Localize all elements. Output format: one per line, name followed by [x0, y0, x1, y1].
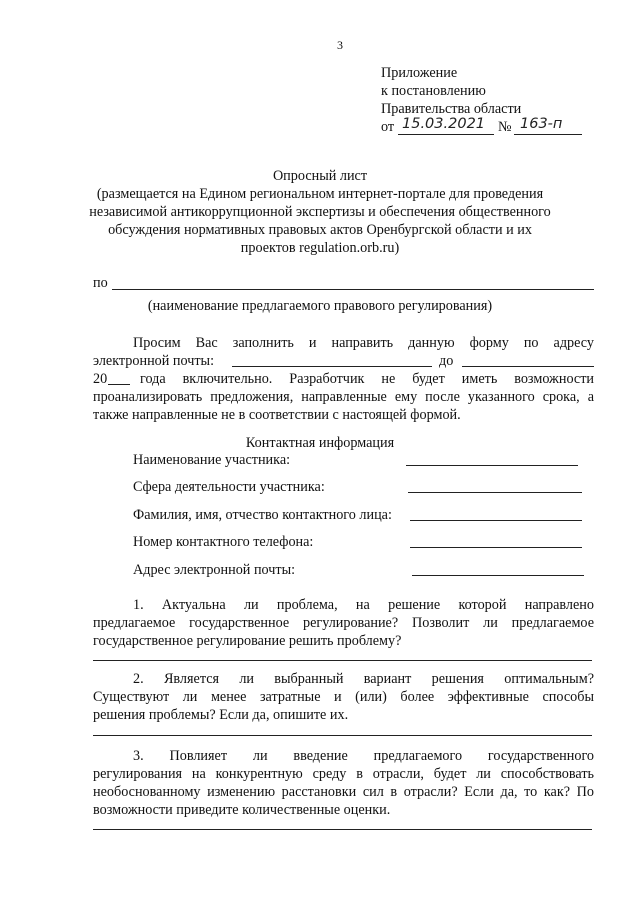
question-3-line-3: необоснованному изменению расстановки сил в отрасли? Если да, то как? По [93, 784, 594, 800]
request-do-label: до [439, 353, 454, 369]
form-subtitle-1: (размещается на Едином региональном интернет-портале для проведения [96, 186, 544, 202]
contact-person-field[interactable] [410, 520, 582, 521]
po-label: по [93, 275, 108, 291]
question-1-line-3: государственное регулирование решить проблему? [93, 633, 402, 649]
appendix-line-2: к постановлению [381, 83, 486, 99]
decree-date: 15.03.2021 [402, 116, 486, 132]
appendix-line-1: Приложение [381, 65, 458, 81]
question-3-line-1: 3. Повлияет ли введение предлагаемого государственного [133, 748, 594, 764]
question-3-line-2: регулирования на конкурентную среду в отрасли, будет ли способствовать [93, 766, 594, 782]
question-2-line-3: решения проблемы? Если да, опишите их. [93, 707, 349, 723]
request-email-label: электронной почты: [93, 353, 215, 369]
number-underline [514, 134, 582, 135]
regulation-caption: (наименование предлагаемого правового регулирования) [147, 298, 493, 314]
deadline-date-field[interactable] [462, 366, 594, 367]
request-line-5: также направленные не в соответствии с настоящей формой. [93, 407, 461, 423]
appendix-line-3: Правительства области [381, 101, 522, 117]
contact-field-label-sphere: Сфера деятельности участника: [133, 479, 325, 495]
number-label: № [498, 119, 512, 135]
form-subtitle-3: обсуждения нормативных правовых актов Оренбургской области и их [108, 222, 532, 238]
answer-2-field[interactable] [93, 735, 592, 736]
decree-number: 163-п [520, 116, 563, 132]
question-1-line-1: 1. Актуальна ли проблема, на решение которой направлено [133, 597, 594, 613]
request-line-1: Просим Вас заполнить и направить данную форму по адресу [133, 335, 594, 351]
regulation-name-field[interactable] [112, 289, 594, 290]
deadline-year-field[interactable] [108, 384, 130, 385]
question-2-line-1: 2. Является ли выбранный вариант решения оптимальным? [133, 671, 594, 687]
contact-field-label-phone: Номер контактного телефона: [133, 534, 314, 550]
form-subtitle-4: проектов regulation.orb.ru) [240, 240, 400, 256]
date-underline [398, 134, 494, 135]
request-line-3: года включительно. Разработчик не будет иметь возможности [140, 371, 594, 387]
question-1-line-2: предлагаемое государственное регулирование? Позволит ли предлагаемое [93, 615, 594, 631]
form-title: Опросный лист [272, 168, 368, 184]
participant-name-field[interactable] [406, 465, 578, 466]
contact-field-label-email: Адрес электронной почты: [133, 562, 296, 578]
answer-1-field[interactable] [93, 660, 592, 661]
appendix-from-label: от [381, 119, 395, 135]
answer-3-field[interactable] [93, 829, 592, 830]
question-2-line-2: Существуют ли менее затратные и (или) более эффективные способы [93, 689, 594, 705]
participant-sphere-field[interactable] [408, 492, 582, 493]
request-year-prefix: 20 [93, 371, 108, 387]
question-3-line-4: возможности приведите количественные оценки. [93, 802, 391, 818]
contact-field-label-fio: Фамилия, имя, отчество контактного лица: [133, 507, 392, 523]
contact-email-field[interactable] [412, 575, 584, 576]
page-number: 3 [337, 38, 343, 52]
form-subtitle-2: независимой антикоррупционной экспертизы и обеспечения общественного [89, 204, 551, 220]
contact-phone-field[interactable] [410, 547, 582, 548]
contact-heading: Контактная информация [245, 435, 395, 451]
contact-field-label-name: Наименование участника: [133, 452, 291, 468]
email-address-field[interactable] [232, 366, 432, 367]
request-line-4: проанализировать предложения, направленные ему после указанного срока, а [93, 389, 594, 405]
